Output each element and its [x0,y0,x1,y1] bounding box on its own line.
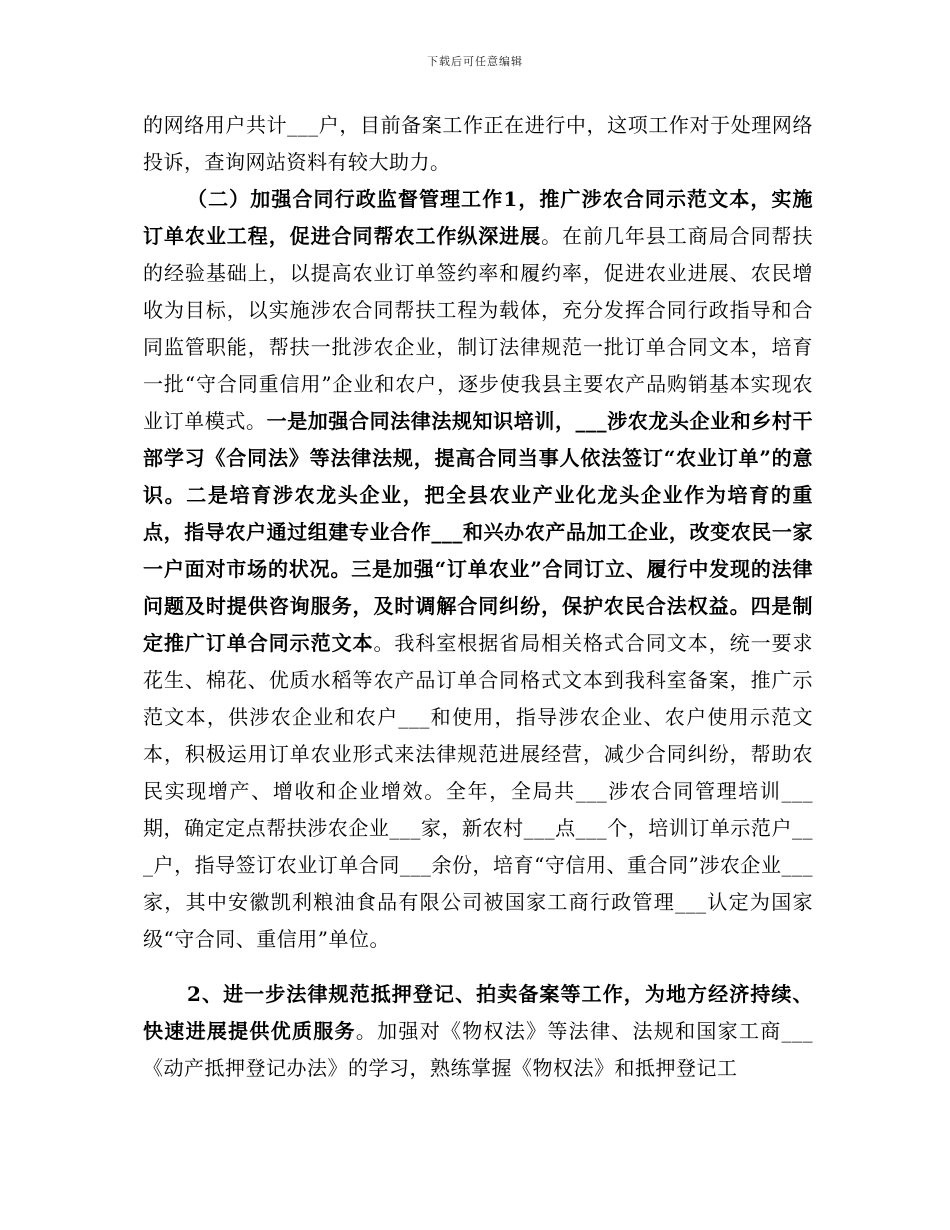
paragraph-mortgage-registration [143,976,813,1087]
document-body [143,107,813,1087]
paragraph-text: 。我科室根据省局相关格式合同文本，统一要求花生、棉花、优质水稻等农产品订单合同格式文本到我科室备案，推广示范文本，供涉农企业和农户___和使用，指导涉农企业、农户使用示范文本，积极运用订单农业形式来法律规范进展经营，减少合同纠纷，帮助农民实现增产、增收和企业增效。全年，全局共___涉农合同管理培训___期，确定定点帮扶涉农企业___家，新农村___点___个，培训订单示范户___户，指导签订农业订单合同___余份，培育“守信用、重合同”涉农企业___家，其中安徽凯利粮油食品有限公司被国家工商行政管理___认定为国家级“守合同、重信用”单位。 [143,631,814,951]
section-heading-mortgage-registration: 2、进一步法律规范抵押登记、拍卖备案等工作，为地方经济持续、快速进展提供优质服务 [143,982,813,1043]
section-heading-contract-supervision: （二）加强合同行政监督管理工作1，推广涉农合同示范文本，实施订单农业工程，促进合同帮农工作纵深进展 [143,187,813,248]
page-header-note: 下载后可任意编辑 [427,55,523,68]
paragraph-text: 。加强对《物权法》等法律、法规和国家工商___《动产抵押登记办法》的学习，熟练掌握《物权法》和抵押登记工 [143,1019,814,1080]
paragraph-network-users [143,107,813,181]
paragraph-text: 。在前几年县工商局合同帮扶的经验基础上，以提高农业订单签约率和履约率，促进农业进展、农民增收为目标，以实施涉农合同帮扶工程为载体，充分发挥合同行政指导和合同监管职能，帮扶一批涉农企业，制订法律规范一批订单合同文本，培育一批“守合同重信用”企业和农户，逐步使我县主要农产品购销基本实现农业订单模式。 [143,224,814,433]
paragraph-contract-supervision [143,181,813,958]
paragraph-text: 的网络用户共计___户，目前备案工作正在进行中，这项工作对于处理网络投诉，查询网站资料有较大助力。 [143,113,813,174]
bold-measures-text: 一是加强合同法律法规知识培训，___涉农龙头企业和乡村干部学习《合同法》等法律法规，提高合同当事人依法签订“农业订单”的意识。二是培育涉农龙头企业，把全县农业产业化龙头企业作为培育的重点，指导农户通过组建专业合作___和兴办农产品加工企业，改变农民一家一户面对市场的状况。三是加强“订单农业”合同订立、履行中发现的法律问题及时提供咨询服务，及时调解合同纠纷，保护农民合法权益。四是制定推广订单合同示范文本 [143,409,814,655]
